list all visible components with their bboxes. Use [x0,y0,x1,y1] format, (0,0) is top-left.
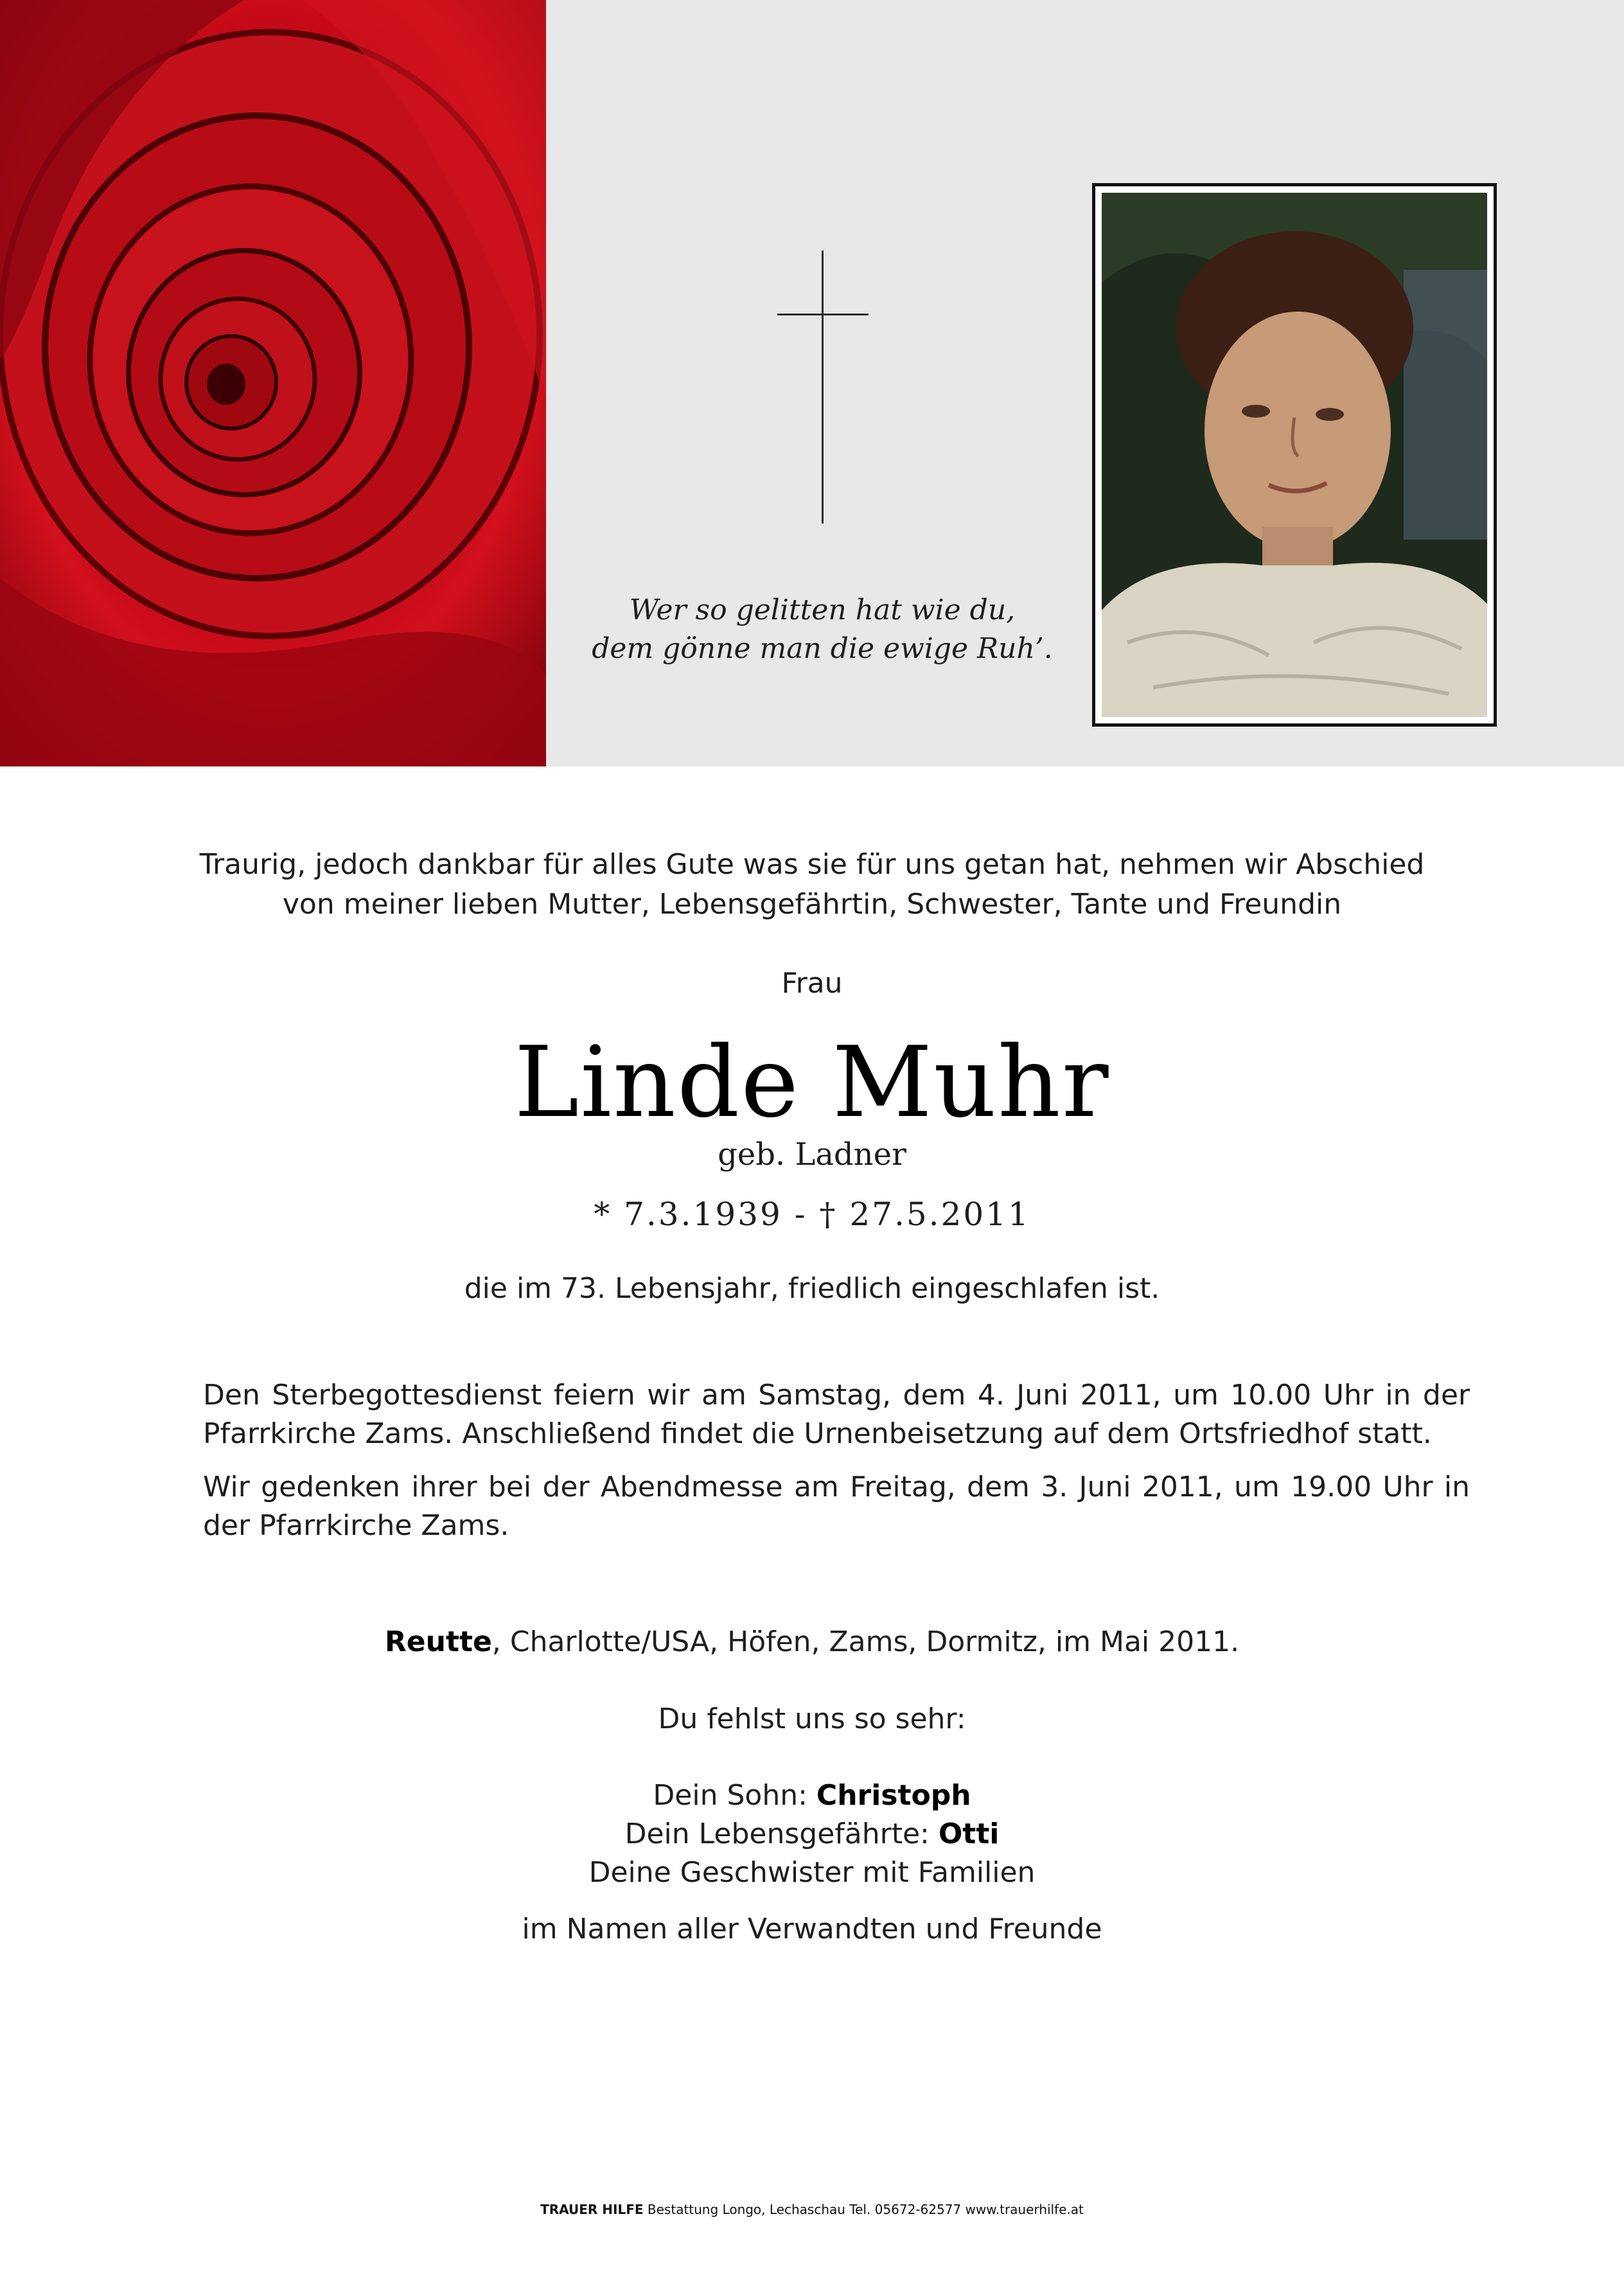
portrait-illustration [1102,193,1487,717]
memorial-quote [559,591,1086,668]
closing-line: im Namen aller Verwandten und Freunde [522,1913,1102,1945]
places-rest: , Charlotte/USA, Höfen, Zams, Dormitz, im Mai 2011. [491,1625,1240,1658]
family-son [0,1776,1624,1815]
cross-horizontal [777,314,869,315]
intro-text [0,845,1624,925]
footer-details: Bestattung Longo, Lechaschau Tel. 05672-62577 www.trauerhilfe.at [643,2202,1084,2217]
places-bold: Reutte [384,1625,492,1658]
son-name: Christoph [816,1779,971,1812]
miss-line: Du fehlst uns so sehr: [658,1703,966,1735]
birth-name: geb. Ladner [718,1137,906,1173]
cross-vertical [822,251,824,524]
life-dates: * 7.3.1939 - † 27.5.2011 [594,1196,1030,1233]
intro-line-1: Traurig, jedoch dankbar für alles Gute was sie für uns getan hat, nehmen wir Abschied [199,848,1425,881]
rose-illustration [0,0,546,766]
service-paragraph-1: Den Sterbegottesdienst feiern wir am Samstag, dem 4. Juni 2011, um 10.00 Uhr in der Pfarrkirche Zams. Anschließend findet die Urnenbeisetzung auf dem Ortsfriedhof statt. [203,1379,1470,1450]
partner-name: Otti [938,1818,1000,1850]
age-statement: die im 73. Lebensjahr, friedlich eingeschlafen ist. [464,1272,1160,1305]
quote-line-2: dem gönne man die ewige Ruh’. [592,632,1053,665]
family-partner [0,1815,1624,1854]
intro-line-2: von meiner lieben Mutter, Lebensgefährtin, Schwester, Tante und Freundin [282,888,1342,921]
salutation: Frau [781,967,843,1000]
partner-label: Dein Lebensgefährte: [624,1818,939,1850]
service-paragraph-2: Wir gedenken ihrer bei der Abendmesse am Freitag, dem 3. Juni 2011, um 19.00 Uhr in der Pfarrkirche Zams. [203,1471,1470,1542]
places-line [0,1622,1624,1662]
son-label: Dein Sohn: [653,1779,816,1812]
footer-brand: TRAUER HILFE [540,2202,644,2217]
family-list [0,1776,1624,1892]
rose-image [0,0,546,766]
footer [0,2201,1624,2218]
family-siblings: Deine Geschwister mit Familien [588,1856,1036,1889]
header-band [0,0,1624,766]
deceased-name: Linde Muhr [514,1025,1110,1139]
quote-line-1: Wer so gelitten hat wie du, [629,594,1016,626]
portrait-photo [1092,183,1497,727]
